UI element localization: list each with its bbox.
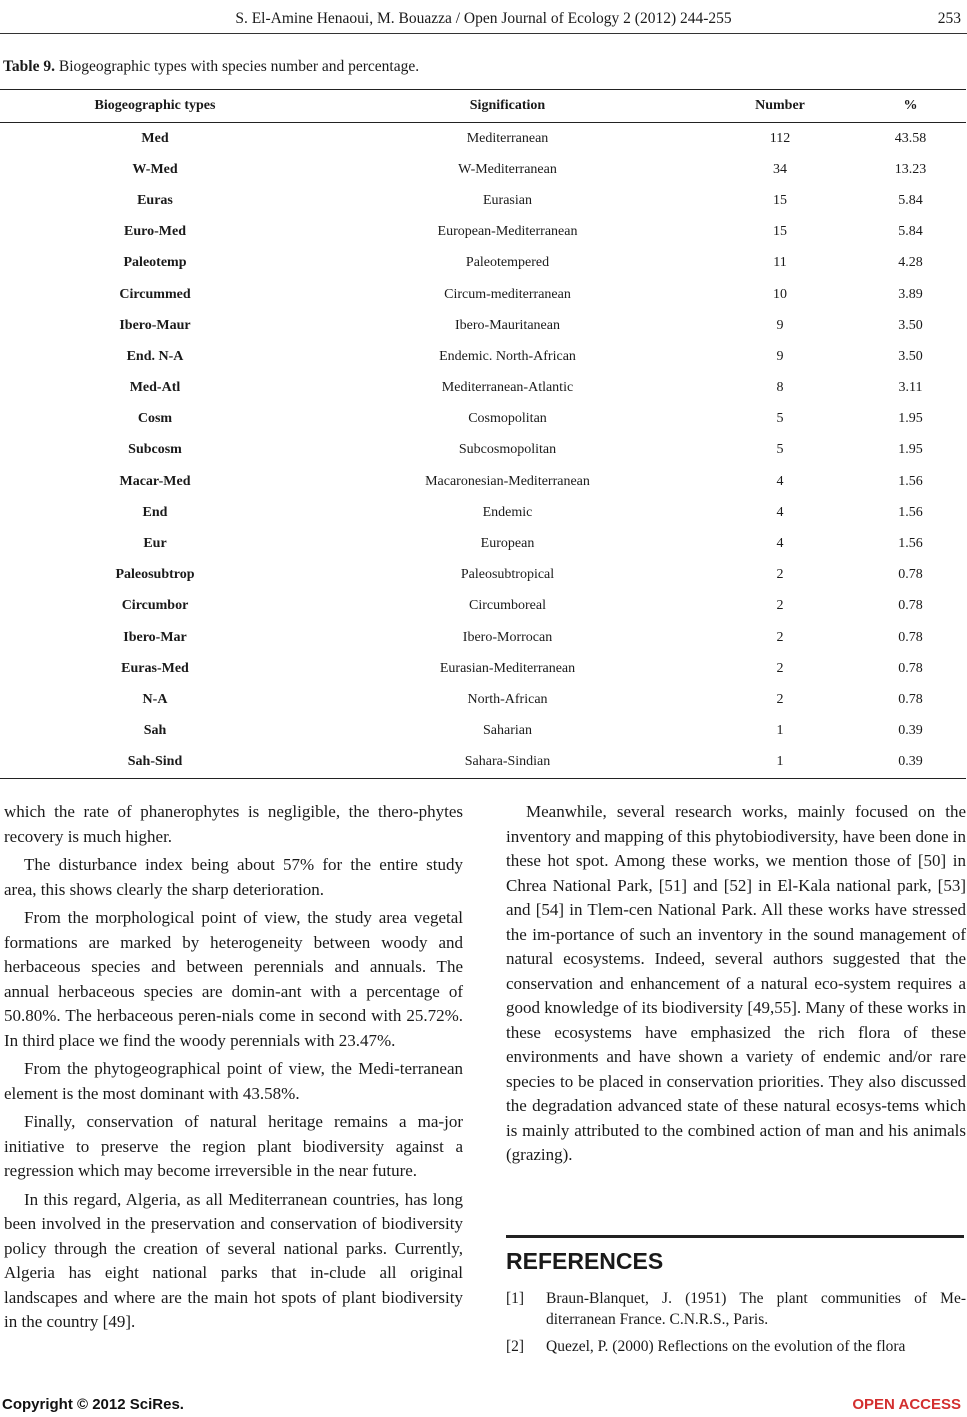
cell-number: 10 [773, 286, 787, 302]
reference-text: Quezel, P. (2000) Reflections on the evolution of the flora [546, 1338, 906, 1355]
cell-percent: 3.50 [898, 317, 923, 333]
cell-type: Paleosubtrop [115, 567, 195, 583]
table-row [0, 185, 966, 216]
cell-type: Cosm [137, 411, 173, 427]
cell-type: Circummed [119, 286, 191, 302]
col-header-number: Number [705, 90, 855, 123]
cell-signification: Subcosmopolitan [458, 442, 557, 458]
cell-type: Ibero-Mar [123, 629, 187, 645]
table-row [0, 684, 966, 715]
table-row [0, 653, 966, 684]
paragraph: From the phytogeographical point of view, the Medi-terranean element is the most dominant with 43.58%. [4, 1059, 463, 1103]
col-header-types: Biogeographic types [0, 90, 310, 123]
cell-signification: European-Mediterranean [437, 224, 578, 240]
cell-signification: Circumboreal [469, 598, 546, 614]
cell-number: 1 [705, 747, 855, 779]
cell-percent: 0.78 [898, 567, 923, 583]
cell-type: Paleotemp [123, 255, 187, 271]
cell-signification: Circum-mediterranean [444, 286, 571, 302]
cell-percent: 43.58 [894, 130, 927, 146]
cell-percent: 4.28 [898, 255, 923, 271]
cell-number: 2 [776, 660, 784, 676]
cell-signification: Ibero-Morrocan [462, 629, 553, 645]
table-caption [3, 58, 419, 76]
cell-number: 9 [776, 348, 784, 364]
cell-number: 5 [776, 411, 784, 427]
paragraph: which the rate of phanerophytes is negligible, the thero-phytes recovery is much higher. [4, 802, 463, 846]
header-rule [0, 33, 967, 34]
table-row [0, 279, 966, 310]
cell-signification: Eurasian [483, 192, 532, 208]
page-number: 253 [937, 10, 961, 27]
reference-text: Braun-Blanquet, J. (1951) The plant communities of Me-diterranean France. C.N.R.S., Paris. [546, 1290, 966, 1328]
copyright-notice: Copyright © 2012 SciRes. [2, 1396, 184, 1413]
cell-number: 15 [773, 192, 787, 208]
open-access-label: OPEN ACCESS [852, 1396, 961, 1413]
paragraph: In this regard, Algeria, as all Mediterranean countries, has long been involved in the preservation and conservation of biodiversity policy through the creation of several national parks. Currently, Algeria has eight national parks that in-clude all original landscapes and where are the main hot spots of plant biodiversity in the country [49]. [4, 1189, 463, 1331]
cell-signification: European [480, 536, 535, 552]
cell-type: Circumbor [121, 598, 189, 614]
cell-type: Sah-Sind [0, 747, 310, 779]
cell-number: 8 [776, 380, 784, 396]
cell-type: Euras [137, 192, 173, 208]
running-title: S. El-Amine Henaoui, M. Bouazza / Open Journal of Ecology 2 (2012) 244-255 [235, 10, 732, 27]
references-heading: REFERENCES [506, 1248, 664, 1274]
cell-number: 112 [769, 130, 791, 146]
table-caption-label: Table 9. [3, 58, 55, 75]
cell-percent: 1.56 [898, 504, 923, 520]
cell-type: Eur [143, 536, 167, 552]
table-caption-text: Biogeographic types with species number and percentage. [54, 58, 420, 75]
references-rule [506, 1235, 964, 1238]
cell-percent: 1.56 [898, 473, 923, 489]
cell-signification: Cosmopolitan [468, 411, 547, 427]
cell-percent: 3.11 [898, 380, 923, 396]
table-row [0, 248, 966, 279]
cell-percent: 1.95 [898, 442, 923, 458]
cell-signification: Mediterranean-Atlantic [441, 380, 574, 396]
table-row [0, 404, 966, 435]
table-row [0, 310, 966, 341]
table-row [0, 123, 966, 155]
cell-percent: 5.84 [898, 192, 923, 208]
cell-signification: Eurasian-Mediterranean [439, 660, 576, 676]
table-row [0, 497, 966, 528]
cell-signification: Paleotempered [465, 255, 550, 271]
paragraph: The disturbance index being about 57% for the entire study area, this shows clearly the sharp deterioration. [4, 855, 463, 899]
cell-number: 2 [776, 567, 784, 583]
cell-percent: 0.78 [898, 598, 923, 614]
cell-type: Subcosm [128, 442, 182, 458]
table-row [0, 154, 966, 185]
paragraph: Meanwhile, several research works, mainly focused on the inventory and mapping of this phytobiodiversity, have been done in these hot spot. Among these works, we mention those of [50] in Chrea National Park, [51] and [52] in El-Kala national park, [53] and [54] in Tlem-cen National Park. All these works have stressed the im-portance of such an inventory in the sound management of natural ecosystems. Indeed, several authors suggested that the conservation and enhancement of a natural eco-system requires a good knowledge of its biodiversity [49,55]. Many of these works in these ecosystems have emphasized the rich flora of these environments and have shown a variety of endemic and/or rare species to be placed in conservation priorities. They also discussed the degradation advanced state of these natural ecosys-tems which is mainly attributed to the combined action of man and his animals (grazing). [506, 802, 966, 1164]
cell-signification: Ibero-Mauritanean [455, 317, 560, 333]
cell-percent: 1.56 [898, 536, 923, 552]
cell-percent: 3.50 [898, 348, 923, 364]
cell-signification: W-Mediterranean [458, 161, 557, 177]
cell-type: Sah [143, 723, 167, 739]
cell-type: Euras-Med [121, 660, 189, 676]
cell-number: 1 [776, 723, 784, 739]
cell-signification: North-African [467, 691, 548, 707]
cell-type: Macar-Med [119, 473, 191, 489]
table-row [0, 341, 966, 372]
cell-percent: 0.78 [898, 660, 923, 676]
cell-signification: Macaronesian-Mediterranean [425, 473, 590, 489]
cell-percent: 0.78 [898, 629, 923, 645]
right-column [506, 800, 966, 1172]
paragraph: From the morphological point of view, the study area vegetal formations are marked by heterogeneity between woody and herbaceous species and between perennials and annuals. The annual herbaceous species are domin-ant with a percentage of 50.80%. The herbaceous peren-nials come in second with 25.72%. In third place we find the woody perennials with 23.47%. [4, 908, 463, 1050]
running-header [0, 10, 967, 32]
table-row [0, 622, 966, 653]
cell-percent: 5.84 [898, 224, 923, 240]
cell-signification: Saharian [483, 723, 532, 739]
table-row [0, 217, 966, 248]
cell-type: Med [141, 130, 169, 146]
cell-number: 15 [773, 224, 787, 240]
table-row [0, 528, 966, 559]
table-row [0, 435, 966, 466]
cell-type: Ibero-Maur [119, 317, 191, 333]
cell-type: End [142, 504, 168, 520]
cell-signification: Mediterranean [466, 130, 549, 146]
cell-percent: 0.39 [898, 723, 923, 739]
cell-percent: 1.95 [898, 411, 923, 427]
cell-type: End. N-A [126, 348, 184, 364]
table-row [0, 747, 966, 779]
left-column [4, 800, 463, 1339]
paragraph: Finally, conservation of natural heritage remains a ma-jor initiative to preserve the region plant biodiversity against a regression which may become irreversible in the near future. [4, 1112, 463, 1180]
cell-number: 9 [776, 317, 784, 333]
cell-number: 2 [776, 691, 784, 707]
table-row [0, 373, 966, 404]
cell-number: 11 [773, 255, 787, 271]
cell-number: 34 [773, 161, 787, 177]
references-list [506, 1288, 966, 1363]
cell-type: Med-Atl [129, 380, 181, 396]
table-row [0, 716, 966, 747]
table-header-row [0, 90, 966, 123]
table-row [0, 591, 966, 622]
cell-type: Euro-Med [124, 224, 186, 240]
reference-number: [2] [506, 1338, 525, 1355]
cell-signification: Sahara-Sindian [310, 747, 705, 779]
cell-number: 5 [776, 442, 784, 458]
table-row [0, 466, 966, 497]
cell-signification: Endemic [482, 504, 533, 520]
cell-type: N-A [142, 691, 168, 707]
cell-percent: 0.78 [898, 691, 923, 707]
cell-percent: 3.89 [898, 286, 923, 302]
table-row [0, 560, 966, 591]
cell-number: 4 [776, 473, 784, 489]
cell-number: 2 [776, 629, 784, 645]
col-header-percent: % [855, 90, 966, 123]
reference-number: [1] [506, 1290, 525, 1307]
cell-number: 2 [776, 598, 784, 614]
cell-type: W-Med [132, 161, 178, 177]
reference-item [506, 1336, 966, 1357]
cell-signification: Endemic. North-African [439, 348, 576, 364]
cell-number: 4 [776, 504, 784, 520]
reference-item [506, 1288, 966, 1330]
cell-signification: Paleosubtropical [460, 567, 555, 583]
cell-number: 4 [776, 536, 784, 552]
cell-percent: 13.23 [894, 161, 927, 177]
biogeographic-table [0, 89, 966, 779]
cell-percent: 0.39 [855, 747, 966, 779]
col-header-signification: Signification [310, 90, 705, 123]
